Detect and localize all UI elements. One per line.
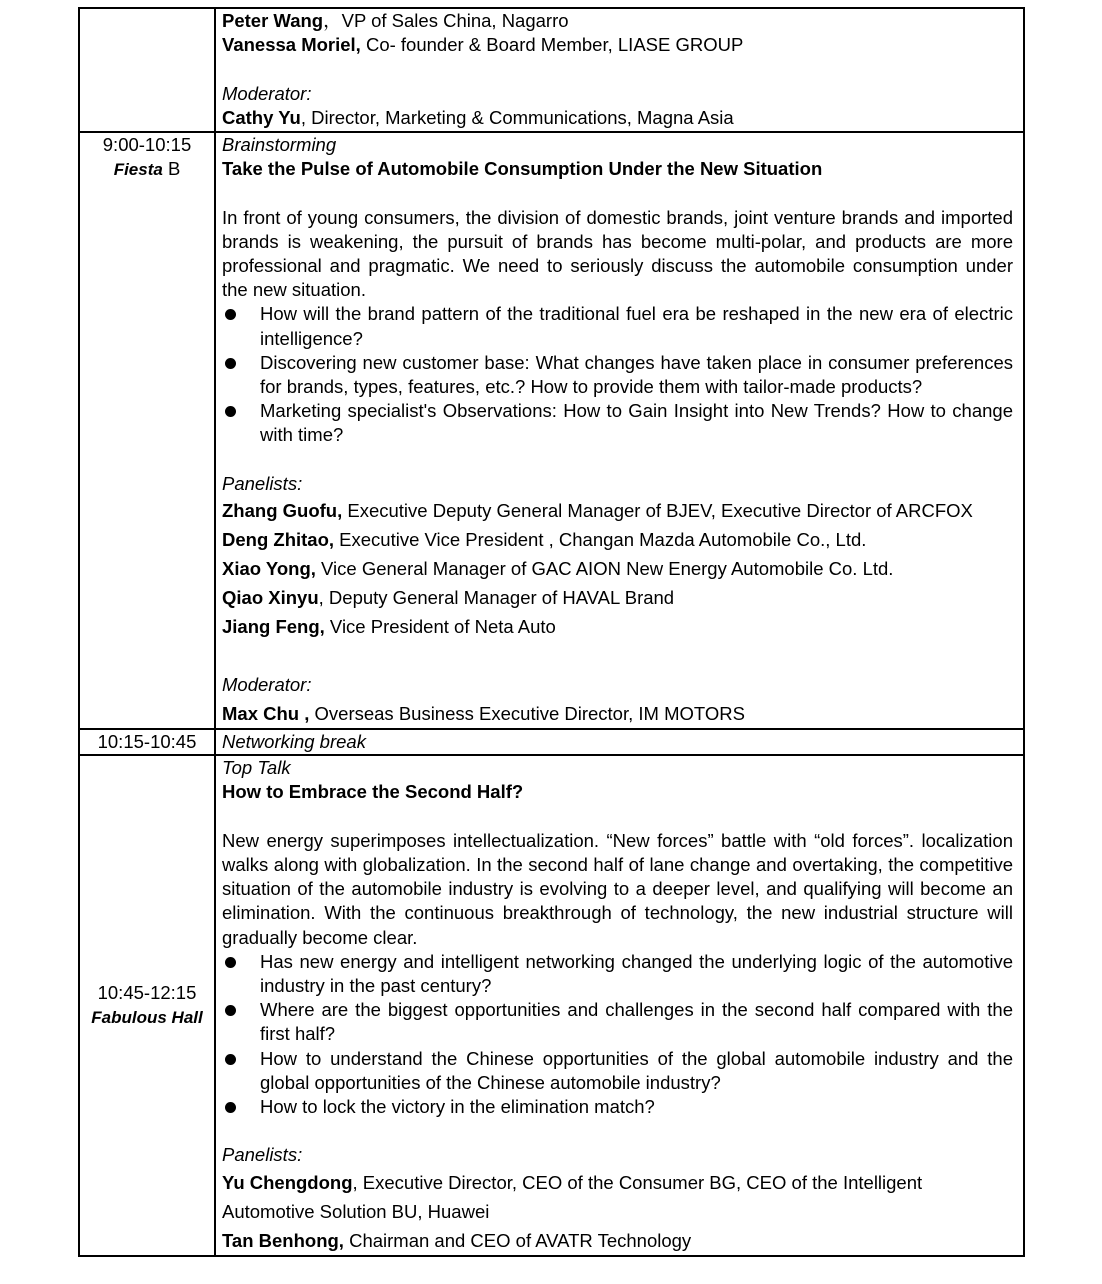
bullet-item: Marketing specialist's Observations: How to Gain Insight into New Trends? How to change with time? (222, 399, 1013, 447)
session-time: 10:45-12:15 (97, 981, 197, 1003)
bullet-icon (225, 1054, 236, 1065)
panelist-name: Qiao Xinyu (222, 587, 319, 609)
session-content (215, 8, 1024, 132)
session-time: 9:00-10:15 (102, 134, 192, 155)
bullet-item: How will the brand pattern of the traditional fuel era be reshaped in the new era of electric intelligence? (222, 302, 1013, 350)
panelist-name: Jiang Feng, (222, 616, 325, 638)
bullet-icon (225, 358, 236, 369)
panelists-label: Panelists: (222, 1144, 303, 1166)
session-type: Top Talk (222, 757, 291, 779)
session-time: 10:15-10:45 (97, 731, 197, 753)
panelist-name: Deng Zhitao, (222, 529, 335, 551)
session-intro: New energy superimposes intellectualization. “New forces” battle with “old forces”. localization walks along with globalization. In the second half of lane change and overtaking, the competitive situation of the automobile industry is evolving to a deeper level, and qualifying will become an elimination. With the continuous breakthrough of technology, the new industrial structure will gradually become clear. (222, 829, 1013, 948)
session-venue: Fabulous Hall (91, 1007, 203, 1027)
speaker-line (222, 33, 1013, 57)
agenda-table (78, 7, 1025, 1257)
session-intro: In front of young consumers, the division of domestic brands, joint venture brands and imported brands is weakening, the pursuit of brands has become multi-polar, and products are more professional and pragmatic. We need to seriously discuss the automobile consumption under the new situation. (222, 206, 1013, 301)
bullet-item: Where are the biggest opportunities and challenges in the second half compared with the first half? (222, 998, 1013, 1046)
session-venue: Fiesta B (113, 158, 181, 179)
panelist-role: Executive Deputy General Manager of BJEV, Executive Director of ARCFOX (342, 500, 973, 522)
panelist-line (222, 1168, 1013, 1226)
panelist-name: Yu Chengdong (222, 1171, 353, 1193)
panelist-line (222, 525, 1013, 554)
speaker-name: Peter Wang (222, 10, 324, 31)
bullet-item: Has new energy and intelligent networking changed the underlying logic of the automotive industry in the past century? (222, 950, 1013, 998)
bullet-icon (225, 1005, 236, 1016)
moderator-role: Overseas Business Executive Director, IM MOTORS (309, 703, 745, 725)
time-cell (79, 729, 215, 755)
panelist-line (222, 554, 1013, 583)
panelists-label: Panelists: (222, 472, 303, 494)
session-content (215, 729, 1024, 755)
moderator-name: Cathy Yu (222, 106, 301, 128)
speaker-role: VP of Sales China, Nagarro (341, 10, 569, 31)
agenda-row-continued (79, 8, 1024, 132)
bullet-icon (225, 406, 236, 417)
moderator-line (222, 699, 1013, 728)
panelist-name: Xiao Yong, (222, 558, 316, 580)
bullet-item: Discovering new customer base: What changes have taken place in consumer preferences for brands, types, features, etc.? How to provide them with tailor-made products? (222, 351, 1013, 399)
panelist-line (222, 612, 1013, 641)
session-type: Brainstorming (222, 134, 337, 155)
speaker-role: Co- founder & Board Member, LIASE GROUP (365, 34, 744, 56)
panelist-name: Zhang Guofu, (222, 500, 343, 522)
bullet-item: How to lock the victory in the elimination match? (222, 1095, 1013, 1119)
panelist-line (222, 583, 1013, 612)
discussion-points (222, 302, 1013, 447)
panelist-line (222, 496, 1013, 525)
session-content (215, 755, 1024, 1255)
time-cell-empty (79, 8, 215, 132)
agenda-row-top-talk (79, 755, 1024, 1255)
time-cell (79, 132, 215, 729)
panelist-role: Executive Vice President , Changan Mazda Automobile Co., Ltd. (334, 529, 867, 551)
panelist-line (222, 1226, 1013, 1255)
speaker-name: Vanessa Moriel, (222, 34, 361, 56)
panelist-role: Vice President of Neta Auto (324, 616, 556, 638)
session-title: Take the Pulse of Automobile Consumption Under the New Situation (222, 158, 823, 180)
discussion-points (222, 950, 1013, 1119)
panelist-role: , Executive Director, CEO of the Consumer BG, CEO of the Intelligent Automotive Solution BU, Huawei (222, 1171, 923, 1222)
moderator-label: Moderator: (222, 674, 312, 696)
time-cell (79, 755, 215, 1255)
moderator-line (222, 106, 1013, 130)
session-title: How to Embrace the Second Half? (222, 781, 524, 803)
panelist-role: Chairman and CEO of AVATR Technology (343, 1229, 692, 1251)
moderator-role: , Director, Marketing & Communications, Magna Asia (300, 106, 734, 128)
break-label: Networking break (222, 731, 366, 753)
bullet-icon (225, 309, 236, 320)
panelist-role: , Deputy General Manager of HAVAL Brand (318, 587, 675, 609)
bullet-icon (225, 957, 236, 968)
bullet-icon (225, 1102, 236, 1113)
moderator-label: Moderator: (222, 82, 312, 104)
panelist-name: Tan Benhong, (222, 1229, 344, 1251)
panelist-role: Vice General Manager of GAC AION New Energy Automobile Co. Ltd. (315, 558, 894, 580)
moderator-name: Max Chu , (222, 703, 310, 725)
bullet-item: How to understand the Chinese opportunities of the global automobile industry and the global opportunities of the Chinese automobile industry? (222, 1047, 1013, 1095)
speaker-line: Peter Wang，VP of Sales China, Nagarro (222, 10, 569, 31)
session-content (215, 132, 1024, 729)
agenda-row-break (79, 729, 1024, 755)
agenda-row-brainstorming (79, 132, 1024, 729)
